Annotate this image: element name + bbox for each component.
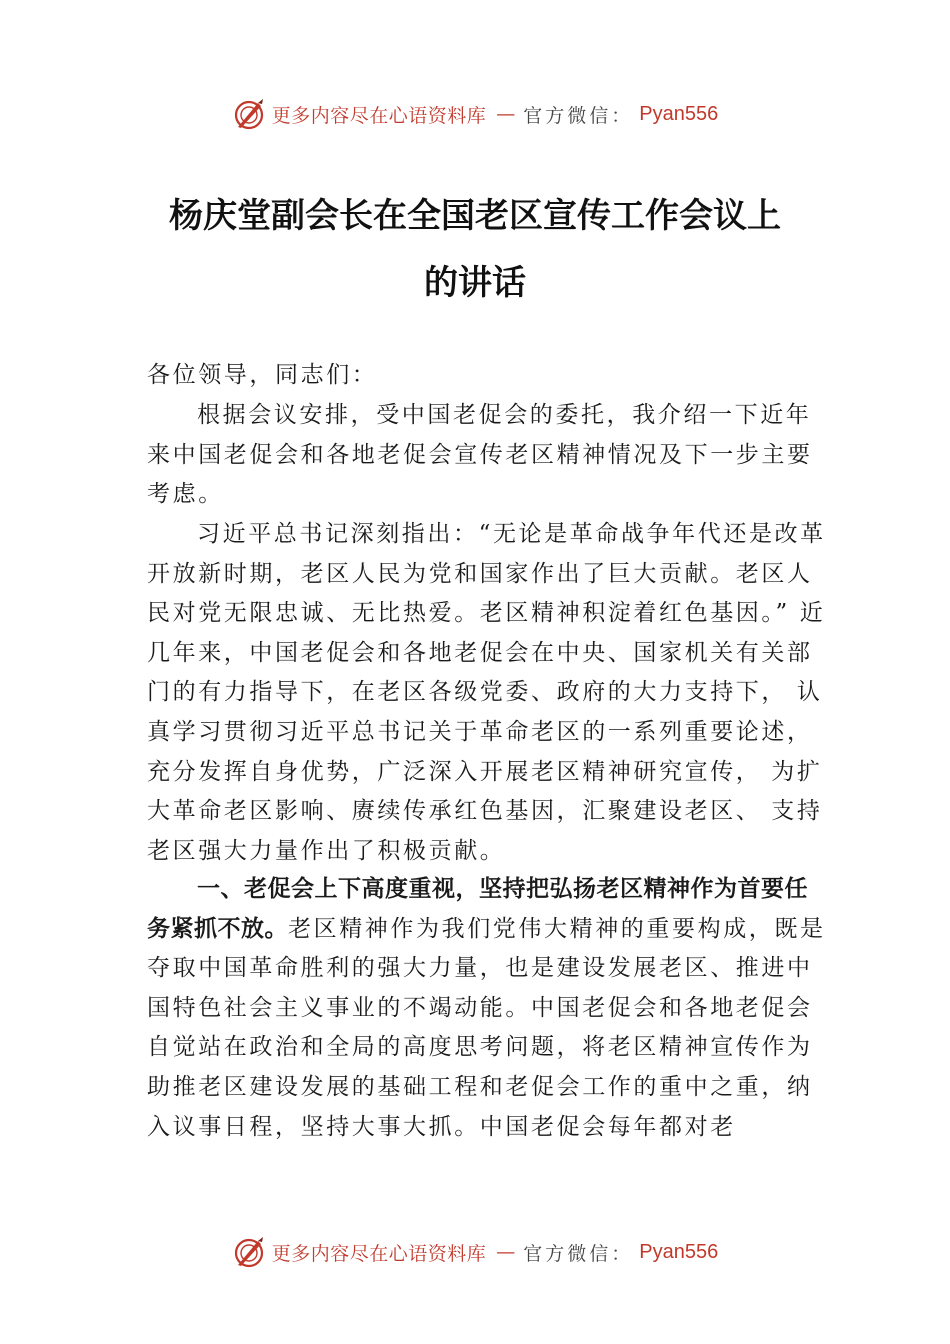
paragraph-quote: 习近平总书记深刻指出：“无论是革命战争年代还是改革开放新时期，老区人民为党和国家作出了巨大贡献。老区人民对党无限忠诚、无比热爱。老区精神积淀着红色基因。” 近几年来，中国老促会和各地老促会在中央、国家机关有关部门的有力指导下，在老区各级党委、政府的大力支持下， 认真学习贯彻习近平总书记关于革命老区的一系列重要论述，充分发挥自身优势，广泛深入开展老区精神研究宣传， 为扩大革命老区影响、赓续传承红色基因，汇聚建设老区、 支持老区强大力量作出了积极贡献。 (147, 521, 826, 864)
section-one-body: 老区精神作为我们党伟大精神的重要构成，既是夺取中国革命胜利的强大力量，也是建设发展老区、推进中国特色社会主义事业的不竭动能。中国老促会和各地老促会自觉站在政治和全局的高度思考问题，将老区精神宣传作为助推老区建设发展的基础工程和老促会工作的重中之重，纳入议事日程，坚持大事大抓。中国老促会每年都对老 (147, 915, 826, 1140)
banner-wechat-account: Pyan556 (639, 1240, 719, 1263)
footer-watermark-banner (0, 1232, 950, 1272)
banner-separator: — (496, 1241, 516, 1263)
header-watermark-banner (0, 94, 950, 134)
banner-wechat-account: Pyan556 (639, 102, 719, 125)
banner-wechat-label: 官方微信： (523, 104, 634, 127)
quill-seal-logo-icon (232, 1235, 266, 1269)
document-title-line-2: 的讲话 (424, 263, 526, 303)
document-title-line-1: 杨庆堂副会长在全国老区宣传工作会议上 (169, 196, 781, 236)
banner-separator: — (496, 103, 516, 125)
paragraph-intro: 根据会议安排，受中国老促会的委托，我介绍一下近年来中国老促会和各地老促会宣传老区精神情况及下一步主要考虑。 (147, 402, 813, 508)
salutation: 各位领导，同志们： (147, 362, 378, 388)
banner-wechat-label: 官方微信： (523, 1242, 634, 1265)
banner-site-name: 更多内容尽在心语资料库 (271, 1242, 487, 1265)
paragraph-section-one (147, 870, 827, 1147)
quill-seal-logo-icon (232, 97, 266, 131)
section-one-heading: 一、老促会上下高度重视，坚持把弘扬老区精神作为首要任务紧抓不放。 (147, 876, 808, 942)
banner-site-name: 更多内容尽在心语资料库 (271, 104, 487, 127)
